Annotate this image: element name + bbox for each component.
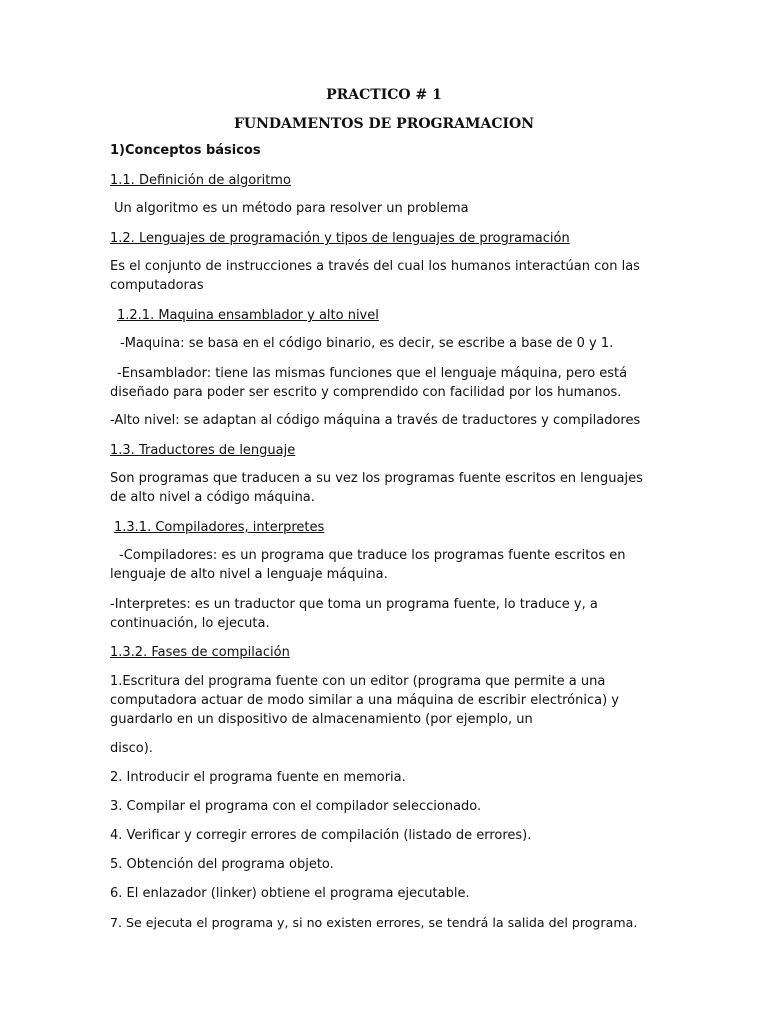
phase-6: 6. El enlazador (linker) obtiene el programa ejecutable.: [110, 886, 470, 901]
phase-5: 5. Obtención del programa objeto.: [110, 857, 334, 872]
phase-4: 4. Verificar y corregir errores de compilación (listado de errores).: [110, 828, 532, 843]
section-1-2-text: Es el conjunto de instrucciones a través del cual los humanos interactúan con las computadoras: [110, 259, 640, 293]
ensamblador-paragraph: -Ensamblador: tiene las mismas funciones que el lenguaje máquina, pero está diseñado para poder ser escrito y comprendido con facilidad por los humanos.: [110, 366, 628, 400]
interpretes-paragraph: -Interpretes: es un traductor que toma un programa fuente, lo traduce y, a continuación, lo ejecuta.: [110, 597, 598, 631]
section-1-3-1-heading: 1.3.1. Compiladores, interpretes: [114, 520, 325, 535]
section-1-3-text: Son programas que traducen a su vez los programas fuente escritos en lenguajes de alto nivel a código máquina.: [110, 471, 643, 505]
document-subtitle: FUNDAMENTOS DE PROGRAMACION: [233, 116, 535, 132]
section-1-3-heading: 1.3. Traductores de lenguaje: [110, 443, 296, 458]
phase-3: 3. Compilar el programa con el compilador seleccionado.: [110, 799, 482, 814]
alto-nivel-paragraph: -Alto nivel: se adaptan al código máquina a través de traductores y compiladores: [110, 413, 641, 428]
phase-1-paragraph: 1.Escritura del programa fuente con un editor (programa que permite a una computadora actuar de modo similar a una máquina de escribir electrónica) y guardarlo en un dispositivo de almacenamiento (por ejemplo, un: [110, 674, 619, 727]
section-1-3-2-heading: 1.3.2. Fases de compilación: [110, 645, 290, 660]
maquina-paragraph: -Maquina: se basa en el código binario, es decir, se escribe a base de 0 y 1.: [120, 336, 614, 351]
document-title: PRACTICO # 1: [326, 87, 442, 103]
section-1-1-text: Un algoritmo es un método para resolver un problema: [114, 201, 469, 216]
compiladores-paragraph: -Compiladores: es un programa que traduce los programas fuente escritos en lenguaje de alto nivel a lenguaje máquina.: [110, 548, 626, 582]
phase-7: 7. Se ejecuta el programa y, si no existen errores, se tendrá la salida del programa.: [110, 915, 638, 930]
phase-2: 2. Introducir el programa fuente en memoria.: [110, 770, 406, 785]
phase-1-continuation: disco).: [110, 741, 153, 756]
section-1-1-heading: 1.1. Definición de algoritmo: [110, 173, 291, 188]
section-1-heading: 1)Conceptos básicos: [110, 143, 261, 158]
section-1-2-1-heading: 1.2.1. Maquina ensamblador y alto nivel: [117, 308, 379, 323]
section-1-2-heading: 1.2. Lenguajes de programación y tipos de lenguajes de programación: [110, 231, 570, 246]
